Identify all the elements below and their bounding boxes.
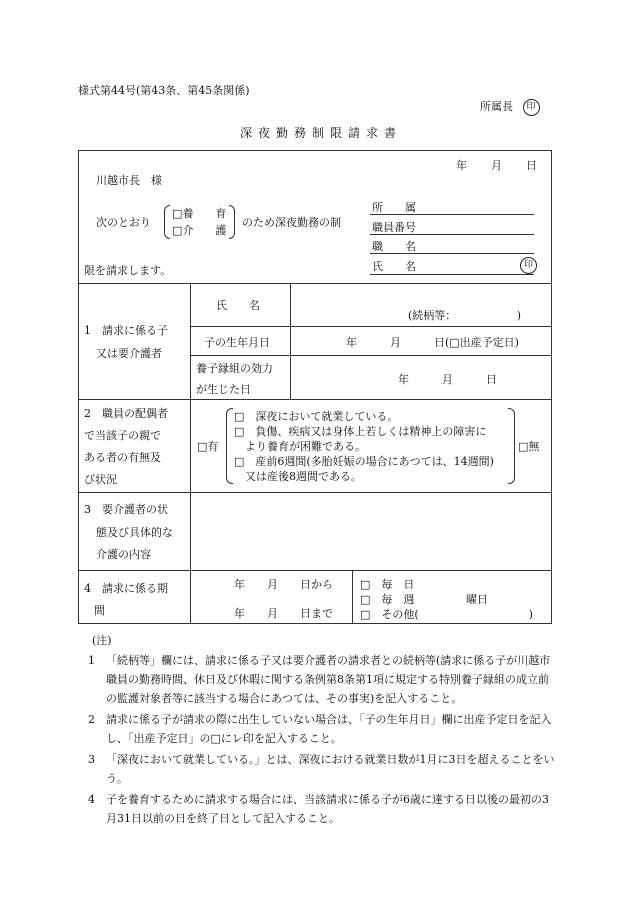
weekday-label: 曜日 <box>466 593 488 606</box>
care-details-field[interactable] <box>192 494 550 568</box>
seal-icon: 印 <box>523 99 540 116</box>
date-month: 月 <box>491 159 502 172</box>
spouse-none-checkbox[interactable]: □無 <box>518 440 540 453</box>
position-line[interactable] <box>370 253 534 254</box>
note-number: 2 <box>88 713 95 726</box>
page-title: 深夜勤務制限請求書 <box>240 126 403 140</box>
seal-icon: 印 <box>520 257 537 274</box>
section4-label-2: 間 <box>94 604 105 617</box>
status-item-1[interactable]: □ 深夜において就業している。 <box>234 410 399 423</box>
status-item-3[interactable]: □ 産前6週間(多胎妊娠の場合にあつては、14週間) <box>234 455 494 468</box>
date-day: 日 <box>526 159 537 172</box>
section2-label-3: ある者の有無及 <box>84 451 161 464</box>
adopt-label: 養子縁組の効力 <box>196 362 273 375</box>
weekly-checkbox[interactable]: □ 毎 週 <box>360 593 415 606</box>
note-number: 1 <box>88 654 95 667</box>
adopt-label-2: が生じた日 <box>196 383 251 396</box>
section3-label-3: 介護の内容 <box>96 548 151 561</box>
spouse-has-checkbox[interactable]: □有 <box>197 440 219 453</box>
employee-no-label: 職員番号 <box>372 221 416 234</box>
note-number: 3 <box>88 753 95 766</box>
name-line[interactable] <box>370 274 534 275</box>
request-prefix: 次のとおり <box>96 216 151 229</box>
status-bracket-right <box>508 408 515 484</box>
period-from[interactable]: 年 月 日から <box>234 578 333 591</box>
option-bracket-left <box>164 205 170 239</box>
affiliation-label: 所 属 <box>372 201 416 214</box>
adopt-value[interactable]: 年 月 日 <box>398 373 497 386</box>
note-text: 子を養育するために請求する場合には、当該請求に係る子が6歳に達する日以後の最初の3月31日以前の日を終了日として記入すること。 <box>106 793 549 825</box>
section2-label-4: び状況 <box>84 473 117 486</box>
dept-head-label <box>480 98 540 116</box>
section2-label: 2 職員の配偶者 <box>84 407 168 420</box>
note-text: 「続柄等」欄には、請求に係る子又は要介護者の請求者との続柄等(請求に係る子が川越市職員の勤務時間、休日及び休暇に関する条例第8条第1項に規定する特別養子縁組の成立前の監護対象者等に該当する場合にあつては、その事実)を記入すること。 <box>106 654 551 705</box>
section1-label: 1 請求に係る子 <box>84 324 168 337</box>
request-suffix: のため深夜勤務の制 <box>242 216 341 229</box>
dept-head-text: 所属長 <box>480 100 513 113</box>
notes-heading: (注) <box>92 634 112 647</box>
section3-label: 3 要介護者の状 <box>84 503 168 516</box>
relation-field[interactable]: (続柄等： ) <box>408 309 522 322</box>
position-label: 職 名 <box>372 240 416 253</box>
note-item <box>78 710 558 748</box>
note-item <box>78 750 558 788</box>
request-end: 限を請求します。 <box>84 264 172 277</box>
other-checkbox[interactable]: □ その他( ) <box>360 608 533 621</box>
status-item-2[interactable]: □ 負傷、疾病又は身体上若しくは精神上の障害に <box>234 425 487 438</box>
status-bracket-left <box>226 408 233 484</box>
option-bracket-right <box>229 205 235 239</box>
name-label: 氏 名 <box>372 260 416 273</box>
child-name-label: 氏 名 <box>216 299 260 312</box>
birth-value[interactable]: 年 月 日(□出産予定日) <box>346 336 519 349</box>
birth-label: 子の生年月日 <box>204 336 270 349</box>
status-item-2b: より養育が困難である。 <box>234 440 366 453</box>
note-number: 4 <box>88 793 95 806</box>
section4-label: 4 請求に係る期 <box>84 582 168 595</box>
note-item <box>78 651 558 708</box>
note-text: 請求に係る子が請求の際に出生していない場合は、「子の生年月日」欄に出産予定日を記入し、「出産予定日」の□にレ印を記入すること。 <box>106 713 552 745</box>
employee-no-line[interactable] <box>370 234 534 235</box>
affiliation-line[interactable] <box>370 214 534 215</box>
section2-label-2: で当該子の親で <box>84 429 161 442</box>
section3-label-2: 態及び具体的な <box>96 526 173 539</box>
note-text: 「深夜において就業している。」とは、深夜における就業日数が1月に3日を超えることをいう。 <box>106 753 555 785</box>
daily-checkbox[interactable]: □ 毎 日 <box>360 578 415 591</box>
option-care[interactable]: □養 育 <box>172 207 227 220</box>
note-item <box>78 790 558 828</box>
option-nursing[interactable]: □介 護 <box>172 224 227 237</box>
form-number: 様式第44号(第43条、第45条関係) <box>78 84 250 97</box>
period-to[interactable]: 年 月 日まで <box>234 607 333 620</box>
addressee: 川越市長 様 <box>96 174 162 187</box>
status-item-3b: 又は産後8週間である。 <box>234 470 362 483</box>
date-year: 年 <box>456 159 467 172</box>
section1-label-2: 又は要介護者 <box>96 347 162 360</box>
